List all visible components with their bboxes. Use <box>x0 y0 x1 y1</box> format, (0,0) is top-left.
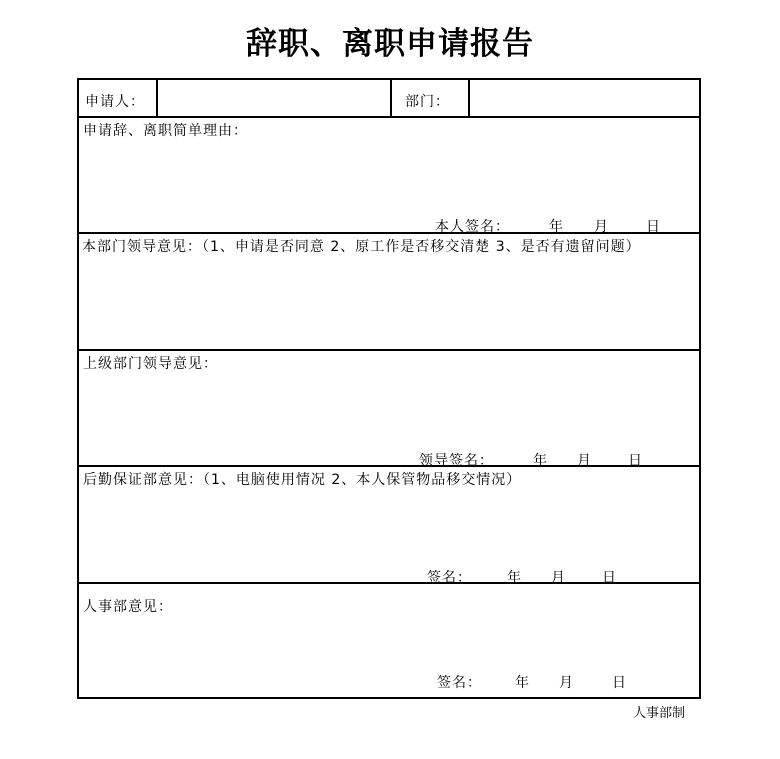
hr-section[interactable] <box>79 584 699 697</box>
reason-label: 申请辞、离职简单理由： <box>83 123 248 139</box>
month-label: 月 <box>551 570 566 586</box>
document-title: 辞职、离职申请报告 <box>246 26 534 62</box>
signature-label: 签名： <box>437 675 482 691</box>
year-label: 年 <box>507 570 522 586</box>
upper-leader-section[interactable] <box>79 351 699 469</box>
leader-signature-label: 领导签名： <box>419 453 494 469</box>
year-label: 年 <box>515 675 530 691</box>
hr-label: 人事部意见： <box>83 599 173 615</box>
dept-leader-label: 本部门领导意见：（1、申请是否同意 2、原工作是否移交清楚 3、是否有遗留问题） <box>82 239 641 255</box>
day-label: 日 <box>628 453 643 469</box>
month-label: 月 <box>594 219 609 235</box>
year-label: 年 <box>549 219 564 235</box>
applicant-label: 申请人： <box>85 94 145 110</box>
reason-section[interactable] <box>79 118 699 235</box>
department-label: 部门： <box>405 94 450 110</box>
day-label: 日 <box>646 219 661 235</box>
applicant-signature-label: 本人签名： <box>435 219 510 235</box>
month-label: 月 <box>577 453 592 469</box>
signature-label: 签名： <box>427 570 472 586</box>
divider <box>390 80 392 116</box>
application-form <box>77 78 701 699</box>
upper-leader-label: 上级部门领导意见： <box>83 356 218 372</box>
month-label: 月 <box>559 675 574 691</box>
day-label: 日 <box>612 675 627 691</box>
year-label: 年 <box>533 453 548 469</box>
logistics-label: 后勤保证部意见：（1、电脑使用情况 2、本人保管物品移交情况） <box>83 472 522 488</box>
dept-leader-section[interactable] <box>79 234 699 349</box>
day-label: 日 <box>602 570 617 586</box>
footer-note: 人事部制 <box>633 706 686 721</box>
logistics-section[interactable] <box>79 467 699 586</box>
applicant-field[interactable] <box>158 80 390 116</box>
department-field[interactable] <box>470 80 701 116</box>
